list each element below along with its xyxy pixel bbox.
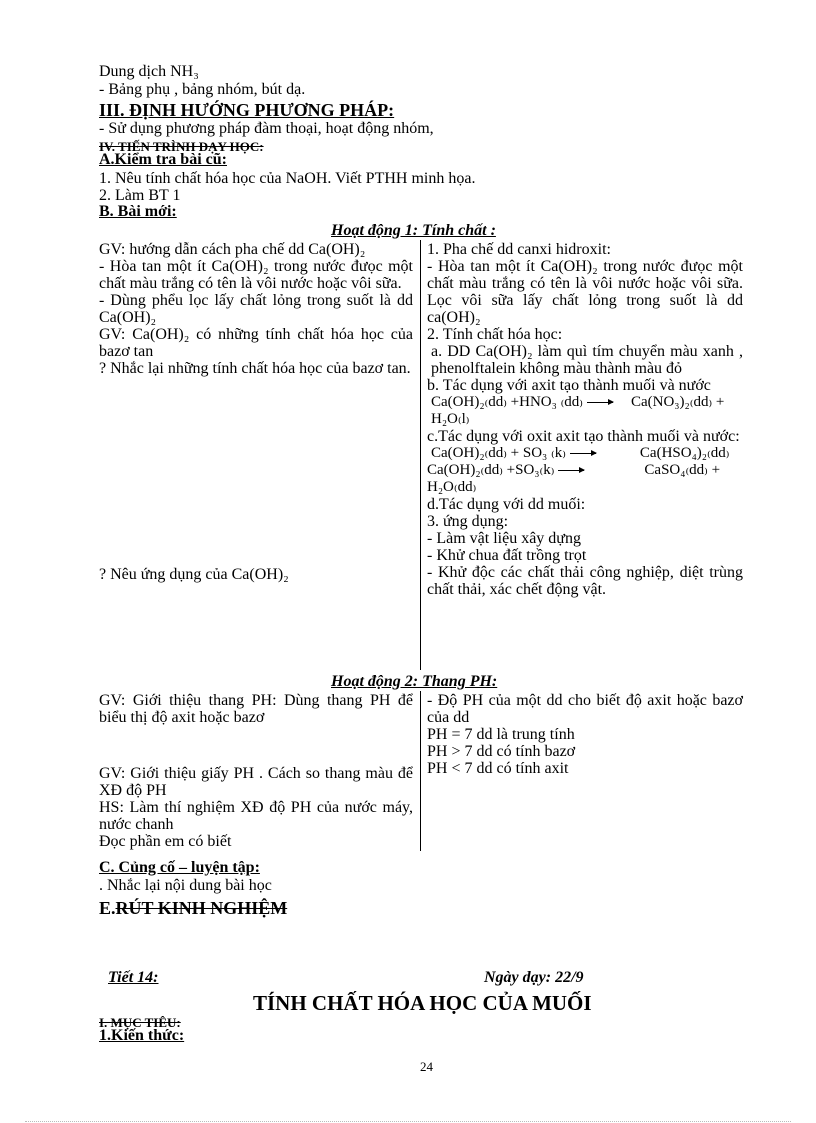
teacher-step: GV: hướng dẫn cách pha chế dd Ca(OH)₂ <box>99 241 366 258</box>
teacher-step: - Hòa tan một ít Ca(OH)₂ trong nước đưọc một chất màu trắng có tên là vôi nước hoặc vôi sữa. <box>99 258 413 292</box>
equation-1: Ca(OH)₂₍dd₎ +HNO₃ ₍dd₎ Ca(NO₃)₂₍dd₎ + <box>431 394 725 410</box>
content-item: - Khử độc các chất thải công nghiệp, diệt trùng chất thải, xác chết động vật. <box>427 564 743 598</box>
lesson-number: Tiết 14: <box>108 969 159 986</box>
teaching-date: Ngày dạy: 22/9 <box>484 969 584 986</box>
content-item: b. Tác dụng với axit tạo thành muối và nước <box>427 377 711 394</box>
content-item: - Khử chua đất trồng trọt <box>427 547 587 564</box>
content-item: c.Tác dụng với oxit axit tạo thành muối và nước: <box>427 428 740 445</box>
method-line: - Sử dụng phương pháp đàm thoại, hoạt động nhóm, <box>99 120 434 137</box>
arrow-icon <box>558 470 584 471</box>
content-item: - Độ PH của một dd cho biết độ axit hoặc bazơ của dd <box>427 692 743 726</box>
activity-2-title: Hoạt động 2: Thang PH: <box>331 673 498 690</box>
content-item: d.Tác dụng với dd muối: <box>427 496 586 513</box>
teacher-step: GV: Giới thiệu giấy PH . Cách so thang màu để XĐ độ PH <box>99 765 413 799</box>
teacher-step: ? Nhắc lại những tính chất hóa học của bazơ tan. <box>99 360 411 377</box>
section-heading-iii: III. ĐỊNH HƯỚNG PHƯƠNG PHÁP: <box>99 100 395 120</box>
arrow-icon <box>570 453 596 454</box>
activity-1-teacher-column <box>99 241 413 377</box>
teacher-step: ? Nêu ứng dụng của Ca(OH)₂ <box>99 566 289 583</box>
content-item: - Hòa tan một ít Ca(OH)₂ trong nước đưọc một chất màu trắng có tên là vôi nước hoặc vôi sữa. Lọc vôi sữa lấy chất lỏng trong suốt là dd ca(OH)₂ <box>427 258 743 326</box>
check-question-2: 2. Làm BT 1 <box>99 187 181 204</box>
activity-2-content-column <box>427 692 743 777</box>
content-item: 3. ứng dụng: <box>427 513 509 530</box>
equation-1-cont: H₂O₍l₎ <box>431 411 470 427</box>
materials-line-2: - Bảng phụ , bảng nhóm, bút dạ. <box>99 81 306 98</box>
page-number: 24 <box>420 1059 433 1074</box>
content-item: - Làm vật liệu xây dựng <box>427 530 581 547</box>
content-item: a. DD Ca(OH)₂ làm quì tím chuyển màu xanh , phenolftalein không màu thành màu đỏ <box>431 343 743 377</box>
teacher-step: GV: Giới thiệu thang PH: Dùng thang PH để biểu thị độ axit hoặc bazơ <box>99 692 413 726</box>
content-item: PH < 7 dd có tính axit <box>427 760 569 777</box>
content-item: PH = 7 dd là trung tính <box>427 726 575 743</box>
objectives-heading: I. MỤC TIÊU: <box>99 1015 181 1030</box>
teacher-step: Đọc phần em có biết <box>99 833 232 850</box>
equation-3-cont: H₂O₍dd₎ <box>427 479 477 495</box>
activity-1-teacher-question <box>99 566 413 583</box>
section-heading-c: C. Củng cố – luyện tập: <box>99 859 260 876</box>
equation-2: Ca(OH)₂₍dd₎ + SO₃ ₍k₎ Ca(HSO₄)₂₍dd₎ <box>431 445 730 461</box>
section-heading-e: E.RÚT KINH NGHIỆM <box>99 898 288 918</box>
lesson-title: TÍNH CHẤT HÓA HỌC CỦA MUỐI <box>253 991 592 1015</box>
content-item: PH > 7 dd có tính bazơ <box>427 743 576 760</box>
arrow-icon <box>587 402 613 403</box>
page-border <box>25 1121 791 1122</box>
knowledge-heading: 1.Kiến thức: <box>99 1027 185 1044</box>
activity-1-content-column <box>427 241 743 598</box>
activity-2-teacher-column-b <box>99 765 413 850</box>
activity-2-teacher-column <box>99 692 413 726</box>
teacher-step: HS: Làm thí nghiệm XĐ độ PH của nước máy, nước chanh <box>99 799 413 833</box>
activity-1-title: Hoạt động 1: Tính chất : <box>331 222 496 239</box>
content-item: 1. Pha chế dd canxi hidroxit: <box>427 241 611 258</box>
column-divider-1 <box>420 240 421 670</box>
section-heading-b: B. Bài mới: <box>99 203 177 220</box>
teacher-step: - Dùng phểu lọc lấy chất lỏng trong suốt là dd Ca(OH)₂ <box>99 292 413 326</box>
materials-line-1: Dung dịch NH₃ <box>99 63 199 80</box>
column-divider-2 <box>420 691 421 851</box>
teacher-step: GV: Ca(OH)₂ có những tính chất hóa học của bazơ tan <box>99 326 413 360</box>
section-heading-iv: IV. TIẾN TRÌNH DẠY HỌC: <box>99 139 264 154</box>
check-question-1: 1. Nêu tính chất hóa học của NaOH. Viết PTHH minh họa. <box>99 170 476 187</box>
content-item: 2. Tính chất hóa học: <box>427 326 563 343</box>
consolidation-line: . Nhắc lại nội dung bài học <box>99 877 272 894</box>
equation-3: Ca(OH)₂₍dd₎ +SO₃₍k₎ CaSO₄₍dd₎ + <box>427 462 721 478</box>
section-heading-a: A.Kiểm tra bài cũ: <box>99 151 227 168</box>
